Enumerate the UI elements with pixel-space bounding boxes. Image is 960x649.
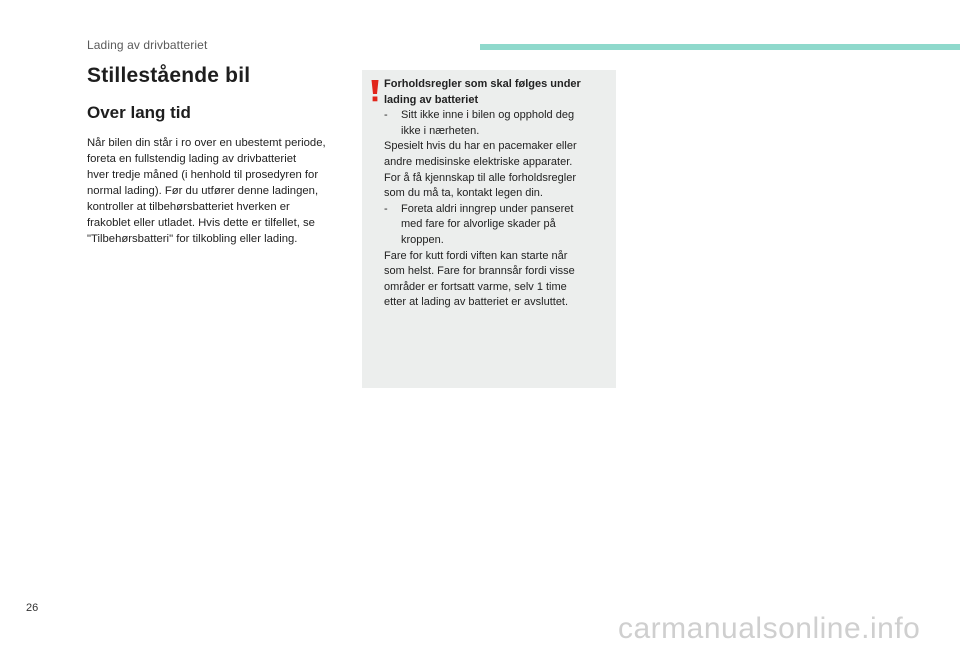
warning-bullet bbox=[384, 108, 612, 139]
bullet-line: Sitt ikke inne i bilen og opphold deg bbox=[401, 109, 575, 122]
body-line: frakoblet eller utladet. Hvis dette er tilfellet, se bbox=[87, 217, 315, 229]
warning-line: Fare for kutt fordi viften kan starte når bbox=[384, 249, 568, 262]
warning-box bbox=[362, 70, 616, 388]
section-subtitle: Over lang tid bbox=[87, 103, 191, 122]
warning-line: som du må ta, kontakt legen din. bbox=[384, 187, 543, 200]
body-line: kontroller at tilbehørsbatteriet hverken er bbox=[87, 201, 290, 213]
bullet-line: ikke i nærheten. bbox=[401, 124, 480, 137]
body-line: hver tredje måned (i henhold til prosedyren for bbox=[87, 169, 319, 181]
bullet-line: kroppen. bbox=[401, 233, 444, 246]
body-line: "Tilbehørsbatteri" for tilkobling eller lading. bbox=[87, 233, 298, 245]
bullet-dash: - bbox=[384, 202, 388, 215]
watermark-text: carmanualsonline.info bbox=[618, 612, 921, 645]
body-line: Når bilen din står i ro over en ubestemt periode, bbox=[87, 137, 326, 149]
exclamation-icon bbox=[370, 80, 380, 102]
warning-content bbox=[384, 77, 612, 311]
warning-line: som helst. Fare for brannsår fordi visse bbox=[384, 265, 575, 278]
bullet-dash: - bbox=[384, 109, 388, 122]
page-title: Stillestående bil bbox=[87, 64, 251, 87]
warning-line: For å få kjennskap til alle forholdsregler bbox=[384, 171, 576, 184]
bullet-line: med fare for alvorlige skader på bbox=[401, 218, 556, 231]
warning-title-line: Forholdsregler som skal følges under bbox=[384, 78, 581, 90]
warning-line: Spesielt hvis du har en pacemaker eller bbox=[384, 140, 577, 153]
warning-line: andre medisinske elektriske apparater. bbox=[384, 155, 573, 168]
bullet-line: Foreta aldri inngrep under panseret bbox=[401, 202, 574, 215]
body-line: foreta en fullstendig lading av drivbatteriet bbox=[87, 153, 297, 165]
header-accent-bar bbox=[480, 44, 960, 50]
body-paragraph bbox=[87, 135, 357, 247]
warning-line: områder er fortsatt varme, selv 1 time bbox=[384, 280, 567, 293]
warning-title-line: lading av batteriet bbox=[384, 93, 479, 106]
body-line: normal lading). Før du utfører denne ladingen, bbox=[87, 185, 319, 197]
page-number: 26 bbox=[26, 602, 39, 614]
section-header: Lading av drivbatteriet bbox=[87, 38, 208, 52]
warning-line: etter at lading av batteriet er avsluttet. bbox=[384, 296, 569, 309]
warning-bullet bbox=[384, 202, 612, 249]
